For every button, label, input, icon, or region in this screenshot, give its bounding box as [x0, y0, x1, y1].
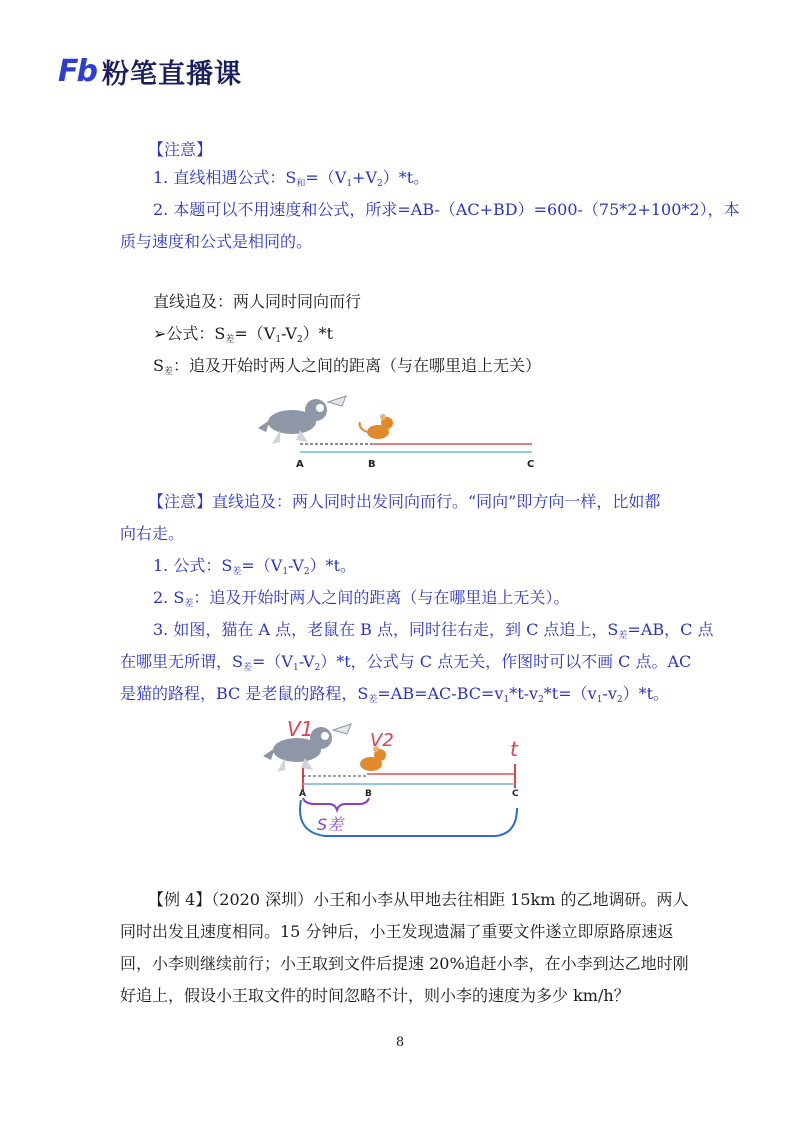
chase-diagram-1 — [250, 392, 550, 472]
label-b: B — [368, 459, 376, 470]
note1-line2: 2. 本题可以不用速度和公式，所求=AB-（AC+BD）=600-（75*2+100*2），本 — [153, 200, 740, 219]
chase-heading: 直线追及：两人同时同向而行 — [153, 292, 362, 311]
note2-line3: 1. 公式：$S_差=(V_1-V_2)*t$。 — [153, 556, 357, 577]
label-c: C — [527, 459, 535, 470]
brand-name: 粉笔直播课 — [101, 59, 242, 90]
label-a: A — [299, 789, 306, 799]
page-number: 8 — [395, 1035, 405, 1050]
brand-logo-icon: Fb — [58, 54, 96, 89]
note2-line7: 是猫的路程，BC 是老鼠的路程，$S_差=AB=AC-BC=v_1*t-v_2*t=(v_1-v_2)*t$。 — [120, 684, 670, 705]
hand-label-v2: V2 — [370, 730, 394, 751]
mouse-illustration — [360, 414, 393, 439]
note1-line1: 1. 直线相遇公式：$S_和=(V_1+V_2)*t$。 — [153, 168, 430, 189]
label-b: B — [365, 789, 372, 799]
note2-line1: 【注意】直线追及：两人同时出发同向而行。“同向”即方向一样，比如都 — [148, 492, 661, 511]
example4-line1: 【例 4】（2020 深圳）小王和小李从甲地去往相距 15km 的乙地调研。两人 — [148, 890, 689, 909]
cat-illustration — [258, 396, 346, 444]
example4-line4: 好追上，假设小王取文件的时间忽略不计，则小李的速度为多少 km/h？ — [120, 986, 630, 1005]
label-a: A — [296, 459, 304, 470]
chase-formula: ➢公式：$S_差=(V_1-V_2)*t$ — [153, 324, 334, 345]
chase-diagram-2 — [255, 708, 555, 858]
note2-line2: 向右走。 — [120, 524, 185, 543]
note1-line3: 质与速度和公式是相同的。 — [120, 232, 313, 251]
label-c: C — [512, 789, 519, 799]
note2-line5: 3. 如图，猫在 A 点，老鼠在 B 点，同时往右走，到 C 点追上，$S_差=AB$，C 点 — [153, 620, 714, 641]
hand-label-v1: V1 — [287, 717, 314, 741]
example4-line3: 回，小李则继续前行；小王取到文件后提速 20%追赶小李，在小李到达乙地时刚 — [120, 954, 689, 973]
note1-title: 【注意】 — [148, 140, 213, 159]
chase-definition: $S_差$：追及开始时两人之间的距离（与在哪里追上无关） — [153, 356, 541, 377]
hand-label-t: t — [510, 737, 518, 761]
note2-line6: 在哪里无所谓，$S_差=(V_1-V_2)*t$，公式与 C 点无关，作图时可以不画 C 点。AC — [120, 652, 692, 673]
s-diff-brace — [303, 798, 369, 810]
hand-label-s-diff: S差 — [317, 815, 344, 834]
note2-line4: 2. $S_差$：追及开始时两人之间的距离（与在哪里追上无关）。 — [153, 588, 570, 609]
header-logo — [58, 52, 242, 91]
example4-line2: 同时出发且速度相同。15 分钟后，小王发现遗漏了重要文件遂立即原路原速返 — [120, 922, 674, 941]
